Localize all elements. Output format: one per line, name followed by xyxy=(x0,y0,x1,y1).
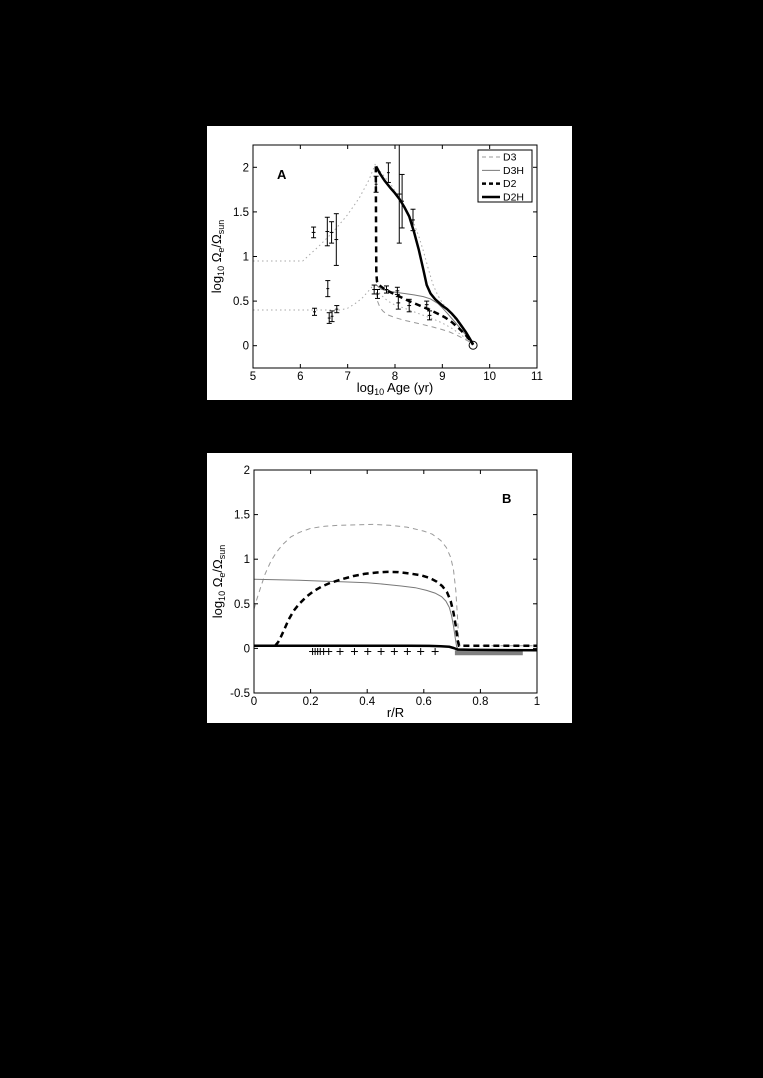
axes xyxy=(254,470,537,693)
legend-label-D3: D3 xyxy=(503,151,517,164)
series-upper-envelope xyxy=(253,165,473,345)
series-D2H xyxy=(376,166,473,344)
y-axis-label: $\log_{10} \Omega_e/\Omega_{sun}$ xyxy=(210,544,227,619)
y-tick-label: 1.5 xyxy=(233,206,249,219)
figure-panel-b xyxy=(207,453,572,723)
x-axis-label: r/R xyxy=(386,705,405,720)
legend-label-D2: D2 xyxy=(503,178,517,191)
x-tick-label: 8 xyxy=(391,371,399,383)
x-axis-label: $\log_{10}$ Age (yr) xyxy=(356,380,434,397)
chart-age-vs-rotation xyxy=(207,126,572,400)
y-tick-label: 1 xyxy=(243,554,250,567)
y-tick-label: 0.5 xyxy=(234,598,250,611)
panel-a-letter: A xyxy=(277,167,287,182)
y-tick-label: 0 xyxy=(242,340,249,353)
x-tick-label: 6 xyxy=(297,371,304,383)
legend xyxy=(478,150,532,204)
x-tick-label: 0 xyxy=(250,696,258,708)
legend-label-D3H: D3H xyxy=(503,164,525,177)
x-tick-label: 5 xyxy=(249,371,257,383)
series-D3 xyxy=(377,292,473,345)
x-tick-label: 10 xyxy=(483,371,497,383)
y-tick-label: 1.5 xyxy=(234,509,250,522)
data-points xyxy=(309,648,439,655)
x-tick-label: 9 xyxy=(439,371,446,383)
x-tick-label: 7 xyxy=(344,371,351,383)
plot-area xyxy=(254,524,537,655)
series-D2 xyxy=(275,572,537,646)
y-tick-label: 2 xyxy=(242,162,249,175)
x-tick-label: 1 xyxy=(533,696,541,708)
y-tick-label: 1 xyxy=(242,251,249,264)
x-tick-label: 0.8 xyxy=(472,696,489,708)
tick-labels xyxy=(230,465,540,708)
figure-panel-a xyxy=(207,126,572,400)
x-tick-label: 11 xyxy=(531,371,543,383)
y-tick-label: -0.5 xyxy=(230,688,250,700)
x-tick-label: 0.4 xyxy=(359,696,376,708)
chart-radius-vs-rotation xyxy=(207,453,572,723)
y-tick-label: 0.5 xyxy=(233,296,249,309)
y-axis-label: $\log_{10} \Omega_e/\Omega_{sun}$ xyxy=(209,219,226,294)
series-D3H xyxy=(254,579,458,648)
legend-label-D2H: D2H xyxy=(503,191,525,204)
y-tick-label: 0 xyxy=(243,643,250,656)
series-lower-envelope xyxy=(253,285,473,345)
series-D2 xyxy=(376,166,473,344)
x-tick-label: 0.6 xyxy=(415,696,432,708)
x-tick-label: 0.2 xyxy=(302,696,319,708)
panel-b-letter: B xyxy=(502,491,512,506)
y-tick-label: 2 xyxy=(243,465,250,477)
